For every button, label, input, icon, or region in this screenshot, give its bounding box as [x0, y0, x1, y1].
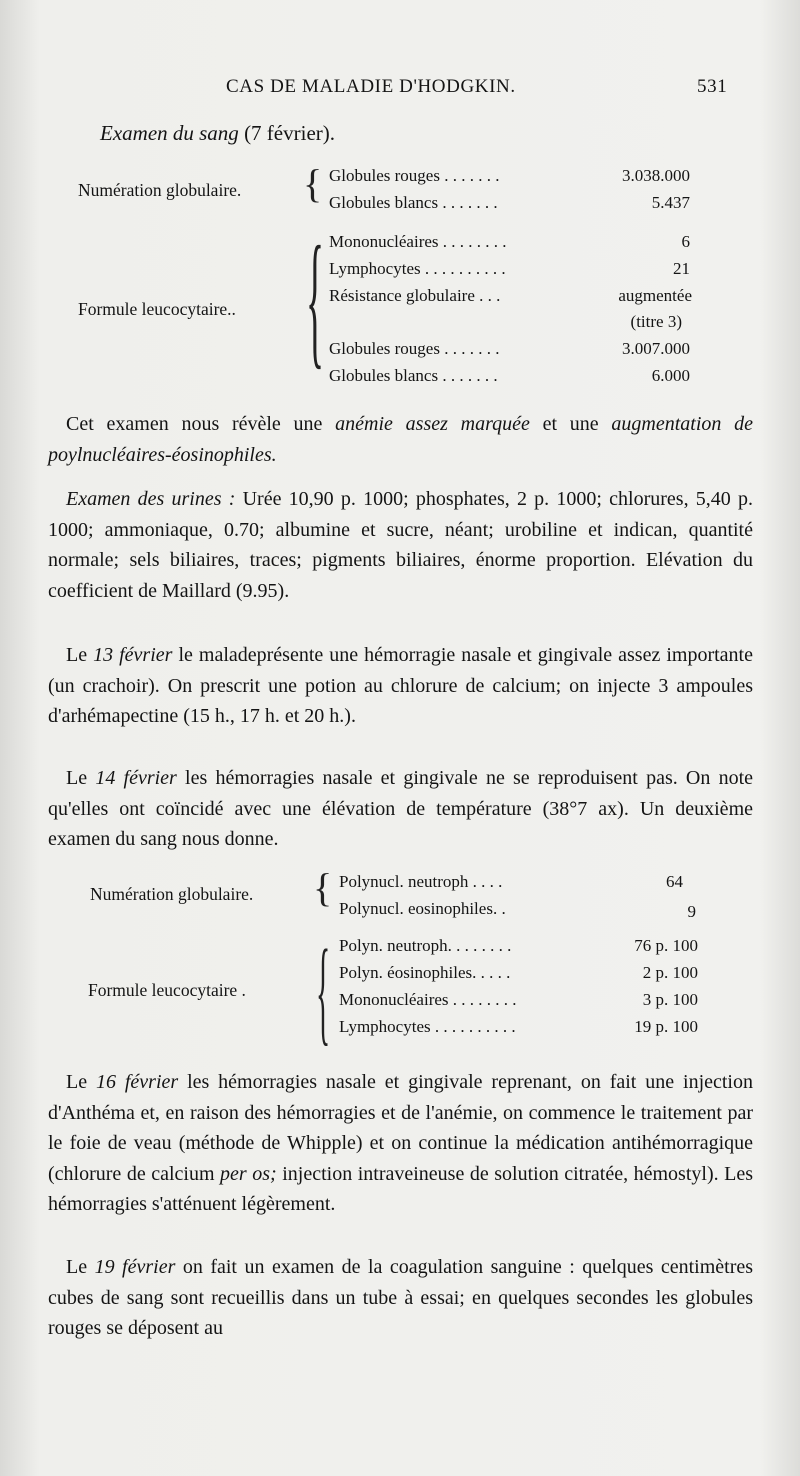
row-value: 19 p. 100 — [634, 1017, 698, 1036]
emphasis: Examen des urines : — [66, 488, 236, 510]
row-value: 2 p. 100 — [642, 963, 698, 982]
page-number: 531 — [697, 76, 728, 97]
paragraph-urine-exam — [48, 484, 753, 606]
text: les hémorragies nasale et gingivale ne se reproduisent pas. On note qu'elles ont coïncidé avec une élévation de température (38°7 ax). Un deuxième examen du sang nous donne. — [48, 767, 754, 850]
paragraph-blood-findings — [48, 409, 753, 470]
row-value: (titre 3) — [630, 312, 682, 331]
paragraph-feb-14 — [48, 763, 753, 855]
group-label-numeration: Numération globulaire. — [90, 884, 254, 904]
text: Urée 10,90 p. 1000; phosphates, 2 p. 1000; chlorures, 5,40 p. 1000; ammoniaque, 0.70; albumine et sucre, néant; urobiline et indican, quantité normale; sels biliaires, traces; pigments biliaires, énorme proportion. Elévation du coefficient de Maillard (9.95). — [48, 488, 754, 602]
row-label: Mononucléaires . . . . . . . . — [329, 232, 507, 251]
blood-exam-heading — [100, 121, 335, 146]
emphasis: 13 février — [93, 644, 173, 666]
row-value: 3.007.000 — [622, 339, 690, 358]
row-value: 21 — [673, 259, 690, 278]
text: le maladeprésente une hémorragie nasale et gingivale assez importante (un crachoir). On prescrit une potion au chlorure de calcium; on injecte 3 ampoules d'arhémapectine (15 h., 17 h. et 20 h.). — [48, 644, 753, 727]
text: Le — [66, 1256, 95, 1278]
group-label-formule: Formule leucocytaire.. — [78, 299, 236, 319]
row-value: 5.437 — [651, 193, 690, 212]
text: et une — [529, 413, 612, 435]
row-value: 3 p. 100 — [642, 990, 698, 1009]
row-value: 6.000 — [651, 366, 690, 385]
text: Le — [66, 1071, 96, 1093]
group-label-numeration: Numération globulaire. — [78, 180, 242, 200]
row-value: 76 p. 100 — [634, 936, 698, 955]
row-label: Globules blancs . . . . . . . — [329, 366, 498, 385]
running-header-title: CAS DE MALADIE D'HODGKIN. — [226, 76, 516, 97]
row-label: Globules rouges . . . . . . . — [329, 339, 500, 358]
paragraph-feb-19 — [48, 1252, 753, 1344]
row-value: augmentée — [618, 286, 692, 305]
emphasis: 14 février — [95, 767, 177, 789]
brace: { — [303, 161, 323, 206]
row-value: 9 — [687, 902, 696, 921]
row-label: Globules rouges . . . . . . . — [329, 166, 500, 185]
row-label: Résistance globulaire . . . — [329, 286, 501, 305]
paragraph-feb-13 — [48, 640, 753, 732]
row-value: 6 — [681, 232, 690, 251]
emphasis: augmentation de poylnucléaires-éosinophiles. — [48, 413, 754, 466]
row-label: Polynucl. eosinophiles. . — [339, 899, 506, 918]
text: on fait un examen de la coagulation sanguine : quelques centimètres cubes de sang sont recueillis dans un tube à essai; en quelques secondes les globules rouges se déposent au — [48, 1256, 754, 1339]
emphasis: anémie assez marquée — [335, 413, 530, 435]
emphasis: 19 février — [94, 1256, 176, 1278]
row-label: Polyn. neutroph. . . . . . . . — [339, 936, 512, 955]
row-label: Mononucléaires . . . . . . . . — [339, 990, 517, 1009]
emphasis: per os; — [220, 1162, 277, 1185]
row-label: Lymphocytes . . . . . . . . . . — [329, 259, 506, 278]
brace: { — [306, 216, 324, 382]
row-value: 3.038.000 — [622, 166, 690, 185]
row-label: Lymphocytes . . . . . . . . . . — [339, 1017, 516, 1036]
brace: { — [313, 865, 333, 910]
blood-exam-heading-label: Examen du sang — [100, 121, 239, 145]
paragraph-feb-16 — [48, 1067, 753, 1220]
blood-exam-heading-date: (7 février). — [244, 121, 336, 145]
text: Le — [66, 644, 94, 666]
text: injection intraveineuse de solution citratée, hémostyl). Les hémorragies s'atténuent légèrement. — [48, 1162, 754, 1215]
text: Cet examen nous révèle une — [66, 413, 336, 435]
text: Le — [66, 767, 96, 789]
emphasis: 16 février — [95, 1071, 179, 1093]
row-label: Polynucl. neutroph . . . . — [339, 872, 503, 891]
row-label: Polyn. éosinophiles. . . . . — [339, 963, 511, 982]
row-value: 64 — [666, 872, 683, 891]
group-label-formule: Formule leucocytaire . — [88, 980, 246, 1000]
row-label: Globules blancs . . . . . . . — [329, 193, 498, 212]
brace: { — [316, 925, 331, 1056]
text: les hémorragies nasale et gingivale reprenant, on fait une injection d'Anthéma et, en raison des hémorragies et de l'anémie, on commence le traitement par le foie de veau (méthode de Whipple) et on continue la médication antihémorragique (chlorure de calcium — [48, 1071, 753, 1185]
